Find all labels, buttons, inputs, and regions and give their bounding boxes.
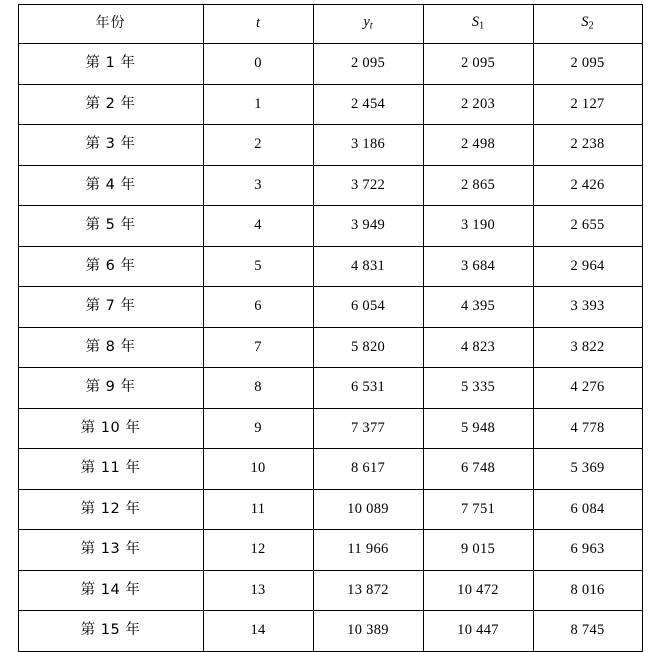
cell-s2: 2 127 (533, 84, 642, 125)
column-header-t (203, 5, 313, 44)
cell-s1: 10 472 (423, 570, 533, 611)
cell-t: 9 (203, 408, 313, 449)
cell-t: 2 (203, 125, 313, 166)
cell-s1: 10 447 (423, 611, 533, 652)
column-header-s1 (423, 5, 533, 44)
cell-s2: 2 964 (533, 246, 642, 287)
table-row (18, 449, 642, 490)
cell-yt: 3 186 (313, 125, 423, 166)
column-header-s2 (533, 5, 642, 44)
cell-t: 14 (203, 611, 313, 652)
table-row (18, 408, 642, 449)
cell-s1: 9 015 (423, 530, 533, 571)
cell-year: 第 8 年 (18, 327, 203, 368)
cell-s2: 8 016 (533, 570, 642, 611)
cell-year: 第 5 年 (18, 206, 203, 247)
cell-s1: 3 684 (423, 246, 533, 287)
cell-t: 5 (203, 246, 313, 287)
cell-yt: 2 454 (313, 84, 423, 125)
cell-yt: 3 949 (313, 206, 423, 247)
table-row (18, 125, 642, 166)
cell-s2: 8 745 (533, 611, 642, 652)
cell-t: 0 (203, 44, 313, 85)
cell-year: 第 10 年 (18, 408, 203, 449)
cell-s1: 2 203 (423, 84, 533, 125)
cell-t: 6 (203, 287, 313, 328)
cell-t: 11 (203, 489, 313, 530)
cell-yt: 8 617 (313, 449, 423, 490)
cell-yt: 10 089 (313, 489, 423, 530)
table-row (18, 246, 642, 287)
table-header (18, 5, 642, 44)
cell-yt: 3 722 (313, 165, 423, 206)
cell-s1: 5 335 (423, 368, 533, 409)
cell-year: 第 1 年 (18, 44, 203, 85)
cell-s1: 2 095 (423, 44, 533, 85)
cell-s2: 2 426 (533, 165, 642, 206)
cell-year: 第 13 年 (18, 530, 203, 571)
cell-yt: 5 820 (313, 327, 423, 368)
cell-t: 13 (203, 570, 313, 611)
table-row (18, 287, 642, 328)
table-row (18, 84, 642, 125)
cell-s1: 4 823 (423, 327, 533, 368)
cell-t: 12 (203, 530, 313, 571)
cell-t: 4 (203, 206, 313, 247)
table-body (18, 44, 642, 652)
table-row (18, 165, 642, 206)
table-row (18, 368, 642, 409)
cell-yt: 4 831 (313, 246, 423, 287)
cell-yt: 13 872 (313, 570, 423, 611)
cell-year: 第 11 年 (18, 449, 203, 490)
cell-t: 3 (203, 165, 313, 206)
cell-year: 第 12 年 (18, 489, 203, 530)
table-row (18, 611, 642, 652)
table-row (18, 489, 642, 530)
column-header-t-label: t (255, 15, 261, 32)
column-header-yt-label: $y_t$ (363, 14, 373, 33)
cell-s2: 4 778 (533, 408, 642, 449)
cell-s2: 2 238 (533, 125, 642, 166)
cell-yt: 11 966 (313, 530, 423, 571)
cell-t: 8 (203, 368, 313, 409)
cell-yt: 7 377 (313, 408, 423, 449)
cell-s1: 3 190 (423, 206, 533, 247)
table-row (18, 327, 642, 368)
cell-s1: 4 395 (423, 287, 533, 328)
column-header-s1-label: $S_1$ (471, 14, 485, 33)
cell-s2: 2 095 (533, 44, 642, 85)
cell-s1: 2 498 (423, 125, 533, 166)
cell-year: 第 15 年 (18, 611, 203, 652)
cell-t: 1 (203, 84, 313, 125)
cell-year: 第 4 年 (18, 165, 203, 206)
cell-year: 第 2 年 (18, 84, 203, 125)
data-table (18, 4, 643, 652)
cell-s1: 6 748 (423, 449, 533, 490)
cell-year: 第 7 年 (18, 287, 203, 328)
cell-year: 第 9 年 (18, 368, 203, 409)
header-row (18, 5, 642, 44)
cell-s1: 7 751 (423, 489, 533, 530)
column-header-yt (313, 5, 423, 44)
cell-s2: 3 393 (533, 287, 642, 328)
column-header-year (18, 5, 203, 44)
table-row (18, 570, 642, 611)
cell-t: 7 (203, 327, 313, 368)
cell-yt: 2 095 (313, 44, 423, 85)
cell-s1: 2 865 (423, 165, 533, 206)
cell-year: 第 6 年 (18, 246, 203, 287)
cell-yt: 6 054 (313, 287, 423, 328)
cell-s2: 5 369 (533, 449, 642, 490)
cell-s2: 6 963 (533, 530, 642, 571)
cell-s2: 2 655 (533, 206, 642, 247)
column-header-year-label: 年份 (95, 15, 126, 32)
cell-year: 第 3 年 (18, 125, 203, 166)
table-row (18, 206, 642, 247)
cell-s2: 6 084 (533, 489, 642, 530)
column-header-s2-label: $S_2$ (581, 14, 594, 33)
cell-year: 第 14 年 (18, 570, 203, 611)
cell-yt: 10 389 (313, 611, 423, 652)
cell-s2: 3 822 (533, 327, 642, 368)
table-row (18, 530, 642, 571)
table-row (18, 44, 642, 85)
cell-yt: 6 531 (313, 368, 423, 409)
cell-s1: 5 948 (423, 408, 533, 449)
cell-s2: 4 276 (533, 368, 642, 409)
cell-t: 10 (203, 449, 313, 490)
